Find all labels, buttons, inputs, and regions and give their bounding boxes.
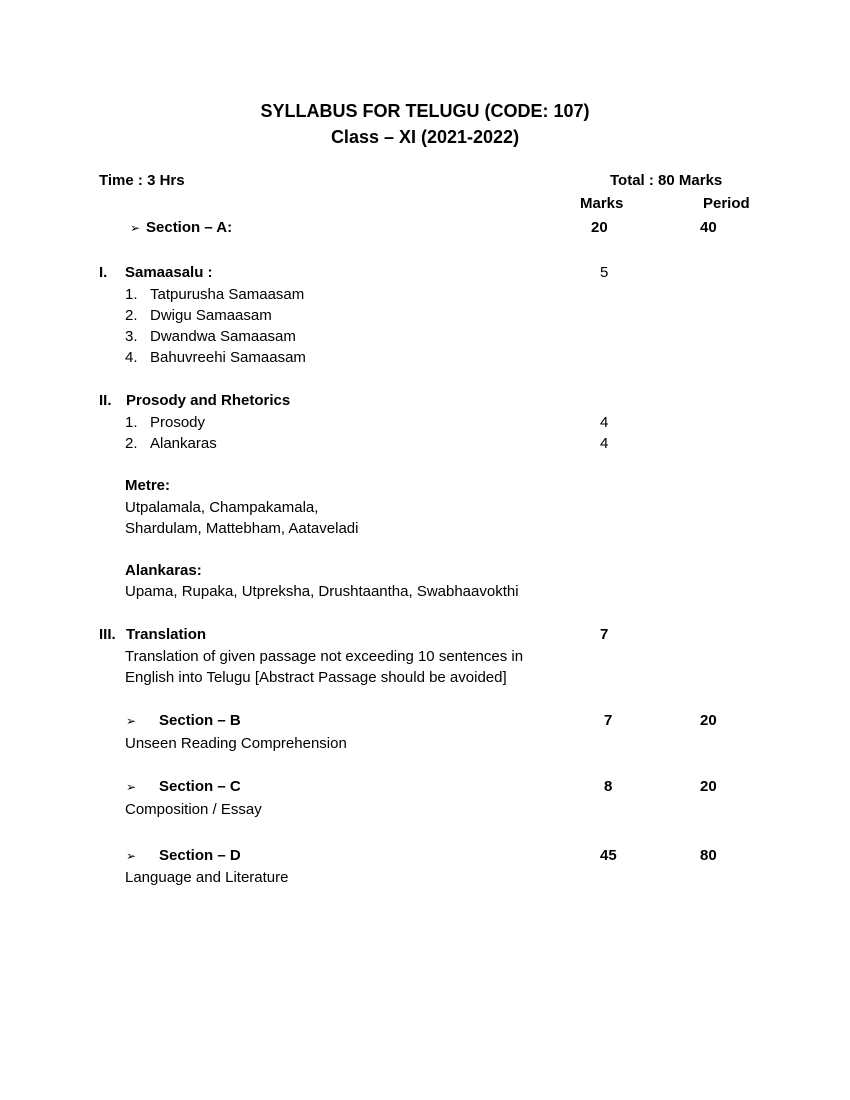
section-c-label: Section – C [159, 778, 241, 795]
section-d-period: 80 [700, 847, 717, 864]
metre-line: Utpalamala, Champakamala, [125, 499, 319, 516]
section-c-marks: 8 [604, 778, 613, 795]
section-c-period: 20 [700, 778, 717, 795]
unit-3-title: Translation [126, 626, 207, 643]
time-label: Time : 3 Hrs [99, 172, 185, 189]
alankaras-line: Upama, Rupaka, Utpreksha, Drushtaantha, Swabhaavokthi [125, 583, 519, 600]
total-marks-label: Total : 80 Marks [610, 172, 723, 189]
list-item-number: 1. [125, 414, 138, 431]
section-d-marks: 45 [600, 847, 617, 864]
section-a-marks: 20 [591, 219, 608, 236]
section-a-label: Section – A: [146, 219, 233, 236]
arrow-bullet-icon: ➢ [126, 780, 137, 794]
unit-1-title: Samaasalu : [125, 264, 213, 281]
section-c-description: Composition / Essay [125, 801, 262, 818]
list-item: Bahuvreehi Samaasam [150, 349, 306, 366]
alankaras-heading: Alankaras: [125, 562, 202, 579]
unit-3-numeral: III. [99, 626, 116, 643]
metre-heading: Metre: [125, 477, 171, 494]
list-item: Alankaras [150, 435, 217, 452]
unit-1-numeral: I. [99, 264, 108, 281]
list-item-marks: 4 [600, 414, 609, 431]
page-subtitle: Class – XI (2021-2022) [330, 127, 520, 147]
section-b-description: Unseen Reading Comprehension [125, 735, 347, 752]
arrow-bullet-icon: ➢ [130, 221, 141, 235]
list-item: Tatpurusha Samaasam [150, 286, 305, 303]
translation-line: English into Telugu [Abstract Passage should be avoided] [125, 669, 507, 686]
section-d-description: Language and Literature [125, 869, 289, 886]
list-item: Dwandwa Samaasam [150, 328, 296, 345]
list-item-marks: 4 [600, 435, 609, 452]
arrow-bullet-icon: ➢ [126, 849, 137, 863]
section-b-marks: 7 [604, 712, 613, 729]
period-column-header: Period [703, 195, 750, 212]
unit-3-marks: 7 [600, 626, 609, 643]
marks-column-header: Marks [580, 195, 624, 212]
list-item: Prosody [150, 414, 206, 431]
list-item-number: 4. [125, 349, 138, 366]
section-b-period: 20 [700, 712, 717, 729]
unit-2-title: Prosody and Rhetorics [126, 392, 291, 409]
page-title: SYLLABUS FOR TELUGU (CODE: 107) [260, 101, 590, 121]
unit-2-numeral: II. [99, 392, 112, 409]
list-item-number: 2. [125, 307, 138, 324]
arrow-bullet-icon: ➢ [126, 714, 137, 728]
list-item-number: 2. [125, 435, 138, 452]
section-b-label: Section – B [159, 712, 241, 729]
unit-1-marks: 5 [600, 264, 609, 281]
list-item-number: 1. [125, 286, 138, 303]
list-item-number: 3. [125, 328, 138, 345]
section-d-label: Section – D [159, 847, 241, 864]
section-a-period: 40 [700, 219, 717, 236]
metre-line: Shardulam, Mattebham, Aataveladi [125, 520, 359, 537]
translation-line: Translation of given passage not exceeding 10 sentences in [125, 648, 524, 665]
list-item: Dwigu Samaasam [150, 307, 272, 324]
